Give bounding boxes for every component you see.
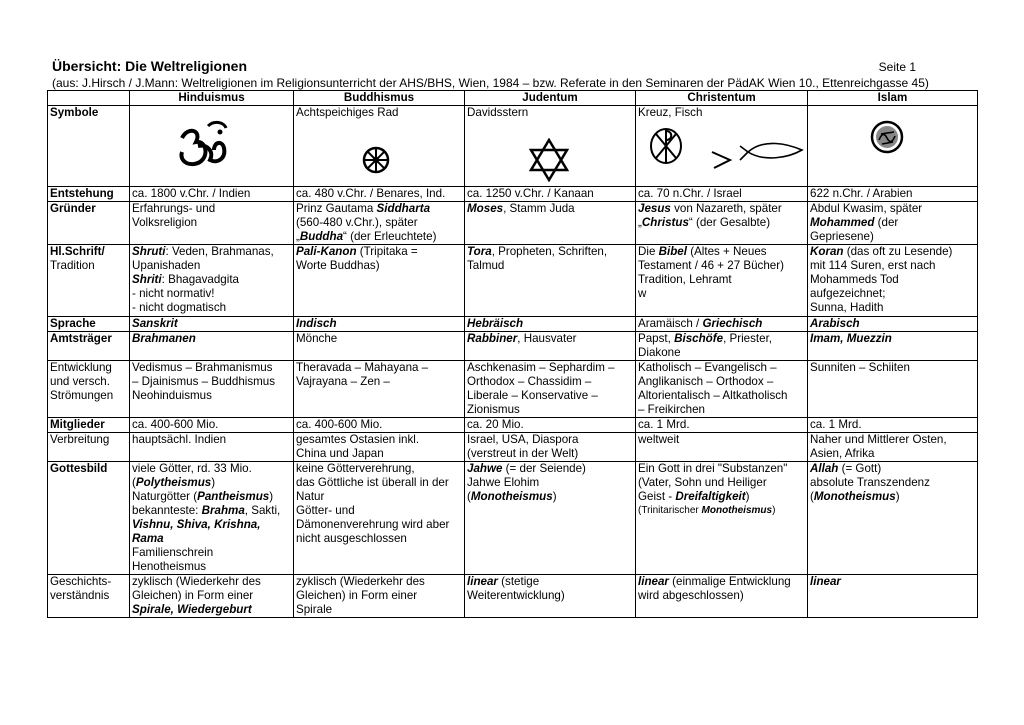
- cell-sprache-judentum: Hebräisch: [465, 317, 636, 332]
- text-span: Krishna: [214, 518, 258, 531]
- cell-entstehung-islam: 622 n.Chr. / Arabien: [808, 187, 978, 202]
- text-span: Vishnu: [132, 518, 171, 531]
- cell-gottesbild-christentum: [636, 462, 808, 575]
- cell-gruender-judentum: [465, 202, 636, 245]
- row-label-symbole: Symbole: [48, 106, 130, 187]
- text-span: Aramäisch /: [638, 317, 703, 330]
- cell-geschichte-hinduismus: [130, 575, 294, 618]
- text-span: ): [269, 490, 274, 503]
- cell-symbol-buddhismus: [294, 106, 465, 187]
- row-geschichte: [48, 575, 978, 618]
- row-label-verbreitung: Verbreitung: [48, 433, 130, 462]
- text-line: Jahwe Elohim: [467, 476, 540, 489]
- row-verbreitung: [48, 433, 978, 462]
- text-line: [132, 490, 291, 504]
- text-line: [810, 490, 975, 504]
- text-span: (= der Seiende): [502, 462, 586, 475]
- cell-mitglieder-islam: ca. 1 Mrd.: [808, 418, 978, 433]
- text-line: Geschichts-: [50, 575, 112, 588]
- row-schrift: [48, 245, 978, 317]
- cell-gruender-islam: [808, 202, 978, 245]
- text-span: ): [772, 505, 776, 516]
- text-line: Talmud: [467, 259, 505, 272]
- cell-verbreitung-judentum: [465, 433, 636, 462]
- text-span: (: [132, 476, 136, 489]
- text-line: [810, 245, 975, 259]
- text-span: , Stamm Juda: [503, 202, 575, 215]
- religions-table: [47, 90, 978, 618]
- text-span: Jesus: [638, 202, 671, 215]
- text-line: [638, 245, 805, 259]
- cell-gottesbild-buddhismus: [294, 462, 465, 575]
- text-line: China und Japan: [296, 447, 384, 460]
- text-line: (verstreut in der Welt): [467, 447, 579, 460]
- text-line: absolute Transzendenz: [810, 476, 930, 489]
- text-span: Pali-Kanon: [296, 245, 357, 258]
- cell-mitglieder-hinduismus: ca. 400-600 Mio.: [130, 418, 294, 433]
- om-icon: [174, 118, 234, 174]
- text-span: Rabbiner: [467, 332, 518, 345]
- text-span: “ (der Erleuchtete): [343, 230, 437, 243]
- text-span: Monotheismus: [470, 490, 553, 503]
- text-span: : Bhagavadgita: [161, 273, 239, 286]
- text-line: Israel, USA, Diaspora: [467, 433, 579, 446]
- text-span: linear: [467, 575, 498, 588]
- cell-geschichte-buddhismus: [294, 575, 465, 618]
- row-gottesbild: [48, 462, 978, 575]
- text-span: ): [895, 490, 900, 503]
- text-span: Siddharta: [376, 202, 431, 215]
- text-span: ): [745, 490, 750, 503]
- text-line: Katholisch – Evangelisch –: [638, 361, 777, 374]
- text-line: nicht ausgeschlossen: [296, 532, 407, 545]
- cell-entwicklung-judentum: [465, 361, 636, 418]
- row-label-mitglieder: Mitglieder: [48, 418, 130, 433]
- row-mitglieder: [48, 418, 978, 433]
- cell-verbreitung-hinduismus: hauptsächl. Indien: [130, 433, 294, 462]
- text-line: Mohammeds Tod: [810, 273, 899, 286]
- text-line: Spirale: [296, 603, 333, 616]
- text-span: Bibel: [658, 245, 687, 258]
- text-span: Bischöfe: [674, 332, 724, 345]
- text-line: - nicht dogmatisch: [132, 301, 227, 314]
- text-line: Hl.Schrift/: [50, 245, 105, 258]
- text-span: , Propheten, Schriften,: [491, 245, 608, 258]
- text-line: [810, 216, 975, 230]
- text-span: Pantheismus: [197, 490, 270, 503]
- row-entwicklung: [48, 361, 978, 418]
- text-line: [638, 575, 805, 589]
- text-line: keine Götterverehrung,: [296, 462, 415, 475]
- text-line: w: [638, 287, 647, 300]
- text-span: ,: [207, 518, 215, 531]
- row-label-gruender: Gründer: [48, 202, 130, 245]
- cell-mitglieder-judentum: ca. 20 Mio.: [465, 418, 636, 433]
- text-line: Entwicklung: [50, 361, 112, 374]
- text-span: ,: [257, 518, 261, 531]
- cell-amtstraeger-christentum: [636, 332, 808, 361]
- cell-verbreitung-buddhismus: [294, 433, 465, 462]
- row-label-sprache: Sprache: [48, 317, 130, 332]
- cell-symbol-judentum: [465, 106, 636, 187]
- text-line: Sunna, Hadith: [810, 301, 884, 314]
- text-span: Griechisch: [702, 317, 763, 330]
- text-span: (Altes + Neues: [686, 245, 767, 258]
- text-span: Moses: [467, 202, 504, 215]
- chi-rho-icon: [648, 126, 684, 166]
- text-line: wird abgeschlossen): [638, 589, 744, 602]
- text-span: Allah: [810, 462, 839, 475]
- cell-entwicklung-christentum: [636, 361, 808, 418]
- col-header-judentum: Judentum: [465, 91, 636, 106]
- cell-amtstraeger-hinduismus: Brahmanen: [130, 332, 294, 361]
- cell-gottesbild-hinduismus: [130, 462, 294, 575]
- text-line: mit 114 Suren, erst nach: [810, 259, 936, 272]
- text-line: [467, 575, 633, 589]
- cell-schrift-judentum: [465, 245, 636, 317]
- table-header-row: [48, 91, 978, 106]
- text-line: [638, 490, 805, 504]
- cell-symbol-hinduismus: [130, 106, 294, 187]
- cell-gruender-buddhismus: [294, 202, 465, 245]
- text-span: Shriti: [132, 273, 162, 286]
- text-line: [638, 504, 805, 518]
- page-number: Seite 1: [878, 60, 916, 74]
- text-span: Christus: [641, 216, 689, 229]
- cell-entwicklung-hinduismus: [130, 361, 294, 418]
- text-span: Spirale: [132, 603, 171, 616]
- text-line: Familienschrein: [132, 546, 214, 559]
- symbol-text-judentum: Davidsstern: [467, 106, 529, 119]
- row-symbole: [48, 106, 978, 187]
- cell-schrift-buddhismus: [294, 245, 465, 317]
- text-line: – Freikirchen: [638, 403, 706, 416]
- text-line: Strömungen: [50, 389, 114, 402]
- text-span: „: [296, 230, 300, 243]
- text-line: [132, 603, 291, 617]
- text-span: bekannteste:: [132, 504, 202, 517]
- col-header-buddhismus: Buddhismus: [294, 91, 465, 106]
- text-line: Dämonenverehrung wird aber: [296, 518, 450, 531]
- text-span: linear: [638, 575, 669, 588]
- text-line: das Göttliche ist überall in der: [296, 476, 449, 489]
- text-span: Tora: [467, 245, 492, 258]
- cell-amtstraeger-buddhismus: Mönche: [294, 332, 465, 361]
- row-label-entwicklung: [48, 361, 130, 418]
- dharma-wheel-icon: [362, 146, 390, 174]
- islamic-calligraphy-icon: [870, 120, 904, 154]
- text-span: (Trinitarischer: [638, 505, 702, 516]
- cell-entstehung-judentum: ca. 1250 v.Chr. / Kanaan: [465, 187, 636, 202]
- cell-gottesbild-judentum: [465, 462, 636, 575]
- text-line: Vedismus – Brahmanismus: [132, 361, 273, 374]
- text-line: Gepriesene): [810, 230, 874, 243]
- row-label-schrift: [48, 245, 130, 317]
- cell-sprache-buddhismus: Indisch: [294, 317, 465, 332]
- title-row: [52, 58, 972, 76]
- row-label-geschichte: [48, 575, 130, 618]
- cell-symbol-islam: [808, 106, 978, 187]
- text-line: Testament / 46 + 27 Bücher): [638, 259, 784, 272]
- row-label-entstehung: Entstehung: [48, 187, 130, 202]
- text-span: Jahwe: [467, 462, 503, 475]
- symbol-text-christentum: Kreuz, Fisch: [638, 106, 703, 119]
- text-span: ): [211, 476, 216, 489]
- text-line: Anglikanisch – Orthodox –: [638, 375, 774, 388]
- text-line: [638, 202, 805, 216]
- text-span: Buddha: [299, 230, 344, 243]
- text-line: [810, 462, 975, 476]
- cell-gruender-hinduismus: [130, 202, 294, 245]
- text-span: Koran: [810, 245, 844, 258]
- row-gruender: [48, 202, 978, 245]
- text-line: Orthodox – Chassidim –: [467, 375, 592, 388]
- text-span: Naturgötter (: [132, 490, 198, 503]
- text-line: [132, 476, 291, 490]
- text-line: Altorientalisch – Altkatholisch: [638, 389, 788, 402]
- text-span: Polytheismus: [135, 476, 212, 489]
- text-line: Natur: [296, 490, 325, 503]
- text-line: [296, 245, 462, 259]
- text-line: Liberale – Konservative –: [467, 389, 598, 402]
- text-line: viele Götter, rd. 33 Mio.: [132, 462, 252, 475]
- cell-amtstraeger-islam: Imam, Muezzin: [808, 332, 978, 361]
- text-span: (das oft zu Lesende): [843, 245, 953, 258]
- text-span: Brahma: [201, 504, 245, 517]
- text-line: gesamtes Ostasien inkl.: [296, 433, 420, 446]
- text-span: „: [638, 216, 642, 229]
- text-span: (stetige: [497, 575, 540, 588]
- row-sprache: [48, 317, 978, 332]
- text-line: Rama: [132, 532, 164, 545]
- text-line: Worte Buddhas): [296, 259, 380, 272]
- text-line: Gleichen) in Form einer: [132, 589, 254, 602]
- text-span: Geist -: [638, 490, 676, 503]
- corner-cell: [48, 91, 130, 106]
- row-entstehung: [48, 187, 978, 202]
- text-span: (= Gott): [838, 462, 882, 475]
- text-line: Naher und Mittlerer Osten,: [810, 433, 947, 446]
- text-line: (Vater, Sohn und Heiliger: [638, 476, 767, 489]
- text-line: Henotheismus: [132, 560, 207, 573]
- cell-geschichte-judentum: [465, 575, 636, 618]
- text-line: [467, 245, 633, 259]
- text-span: Shruti: [132, 245, 166, 258]
- source-citation: (aus: J.Hirsch / J.Mann: Weltreligionen im Religionsunterricht der AHS/BHS, Wien, 1984 – bzw. Referate in den Seminaren der PädAK Wien 10., Ettenreichgasse 45): [52, 76, 929, 90]
- text-line: Ein Gott in drei "Substanzen": [638, 462, 788, 475]
- text-line: Götter- und: [296, 504, 355, 517]
- cell-sprache-islam: Arabisch: [808, 317, 978, 332]
- cell-schrift-christentum: [636, 245, 808, 317]
- text-span: (: [467, 490, 471, 503]
- text-line: zyklisch (Wiederkehr des: [132, 575, 261, 588]
- text-line: [638, 216, 805, 230]
- text-line: [132, 518, 291, 532]
- text-span: Dreifaltigkeit: [675, 490, 746, 503]
- text-line: Tradition, Lehramt: [638, 273, 732, 286]
- text-line: Tradition: [50, 259, 95, 272]
- text-line: [296, 230, 462, 244]
- text-line: [132, 245, 291, 259]
- text-line: Weiterentwicklung): [467, 589, 565, 602]
- text-span: (einmalige Entwicklung: [668, 575, 791, 588]
- text-span: ,: [170, 518, 177, 531]
- row-label-gottesbild: Gottesbild: [48, 462, 130, 575]
- cell-mitglieder-christentum: ca. 1 Mrd.: [636, 418, 808, 433]
- col-header-christentum: Christentum: [636, 91, 808, 106]
- page-title: Übersicht: Die Weltreligionen: [52, 58, 247, 74]
- cell-gruender-christentum: [636, 202, 808, 245]
- star-of-david-icon: [529, 138, 569, 182]
- text-span: Prinz Gautama: [296, 202, 377, 215]
- text-line: [467, 462, 633, 476]
- text-line: Theravada – Mahayana –: [296, 361, 429, 374]
- text-span: Papst,: [638, 332, 675, 345]
- cell-symbol-christentum: [636, 106, 808, 187]
- text-span: : Veden, Brahmanas,: [165, 245, 274, 258]
- cell-geschichte-christentum: [636, 575, 808, 618]
- cell-gottesbild-islam: [808, 462, 978, 575]
- cell-verbreitung-islam: [808, 433, 978, 462]
- text-line: aufgezeichnet;: [810, 287, 886, 300]
- text-line: (560-480 v.Chr.), später: [296, 216, 418, 229]
- text-line: [467, 490, 633, 504]
- fish-icon: [708, 138, 808, 174]
- cell-schrift-islam: [808, 245, 978, 317]
- text-line: Asien, Afrika: [810, 447, 875, 460]
- row-label-amtstraeger: Amtsträger: [48, 332, 130, 361]
- text-line: [296, 202, 462, 216]
- text-span: (: [810, 490, 814, 503]
- text-span: , Hausvater: [517, 332, 577, 345]
- text-line: Abdul Kwasim, später: [810, 202, 923, 215]
- cell-sprache-christentum: [636, 317, 808, 332]
- text-line: – Djainismus – Buddhismus: [132, 375, 276, 388]
- text-line: [132, 273, 291, 287]
- text-line: zyklisch (Wiederkehr des: [296, 575, 425, 588]
- cell-sprache-hinduismus: Sanskrit: [130, 317, 294, 332]
- text-line: - nicht normativ!: [132, 287, 215, 300]
- cell-schrift-hinduismus: [130, 245, 294, 317]
- text-span: , Priester,: [723, 332, 773, 345]
- text-line: Erfahrungs- und: [132, 202, 216, 215]
- text-span: von Nazareth, später: [670, 202, 782, 215]
- text-span: Die: [638, 245, 659, 258]
- text-line: [132, 504, 291, 518]
- text-line: Gleichen) in Form einer: [296, 589, 418, 602]
- text-line: Vajrayana – Zen –: [296, 375, 390, 388]
- cell-entwicklung-buddhismus: [294, 361, 465, 418]
- text-line: Upanishaden: [132, 259, 201, 272]
- text-span: Monotheismus: [813, 490, 896, 503]
- text-span: , Sakti,: [244, 504, 281, 517]
- cell-entstehung-hinduismus: ca. 1800 v.Chr. / Indien: [130, 187, 294, 202]
- cell-mitglieder-buddhismus: ca. 400-600 Mio.: [294, 418, 465, 433]
- text-line: Volksreligion: [132, 216, 198, 229]
- text-span: (der: [874, 216, 899, 229]
- text-line: Aschkenasim – Sephardim –: [467, 361, 615, 374]
- symbol-text-buddhismus: Achtspeichiges Rad: [296, 106, 399, 119]
- text-line: [467, 202, 633, 216]
- text-line: Diakone: [638, 346, 681, 359]
- cell-entstehung-christentum: ca. 70 n.Chr. / Israel: [636, 187, 808, 202]
- text-span: Mohammed: [810, 216, 875, 229]
- text-span: ): [552, 490, 557, 503]
- cell-entwicklung-islam: Sunniten – Schiiten: [808, 361, 978, 418]
- text-line: Zionismus: [467, 403, 520, 416]
- cell-entstehung-buddhismus: ca. 480 v.Chr. / Benares, Ind.: [294, 187, 465, 202]
- text-line: und versch.: [50, 375, 110, 388]
- text-span: Shiva: [176, 518, 208, 531]
- cell-amtstraeger-judentum: [465, 332, 636, 361]
- text-line: [638, 332, 805, 346]
- col-header-islam: Islam: [808, 91, 978, 106]
- text-span: ,: [170, 603, 178, 616]
- row-amtstraeger: [48, 332, 978, 361]
- text-line: verständnis: [50, 589, 110, 602]
- text-span: (Tripitaka =: [356, 245, 418, 258]
- text-span: Monotheismus: [701, 505, 773, 516]
- cell-geschichte-islam: linear: [808, 575, 978, 618]
- text-span: “ (der Gesalbte): [688, 216, 771, 229]
- cell-verbreitung-christentum: weltweit: [636, 433, 808, 462]
- text-span: Wiedergeburt: [177, 603, 252, 616]
- col-header-hinduismus: Hinduismus: [130, 91, 294, 106]
- text-line: Neohinduismus: [132, 389, 212, 402]
